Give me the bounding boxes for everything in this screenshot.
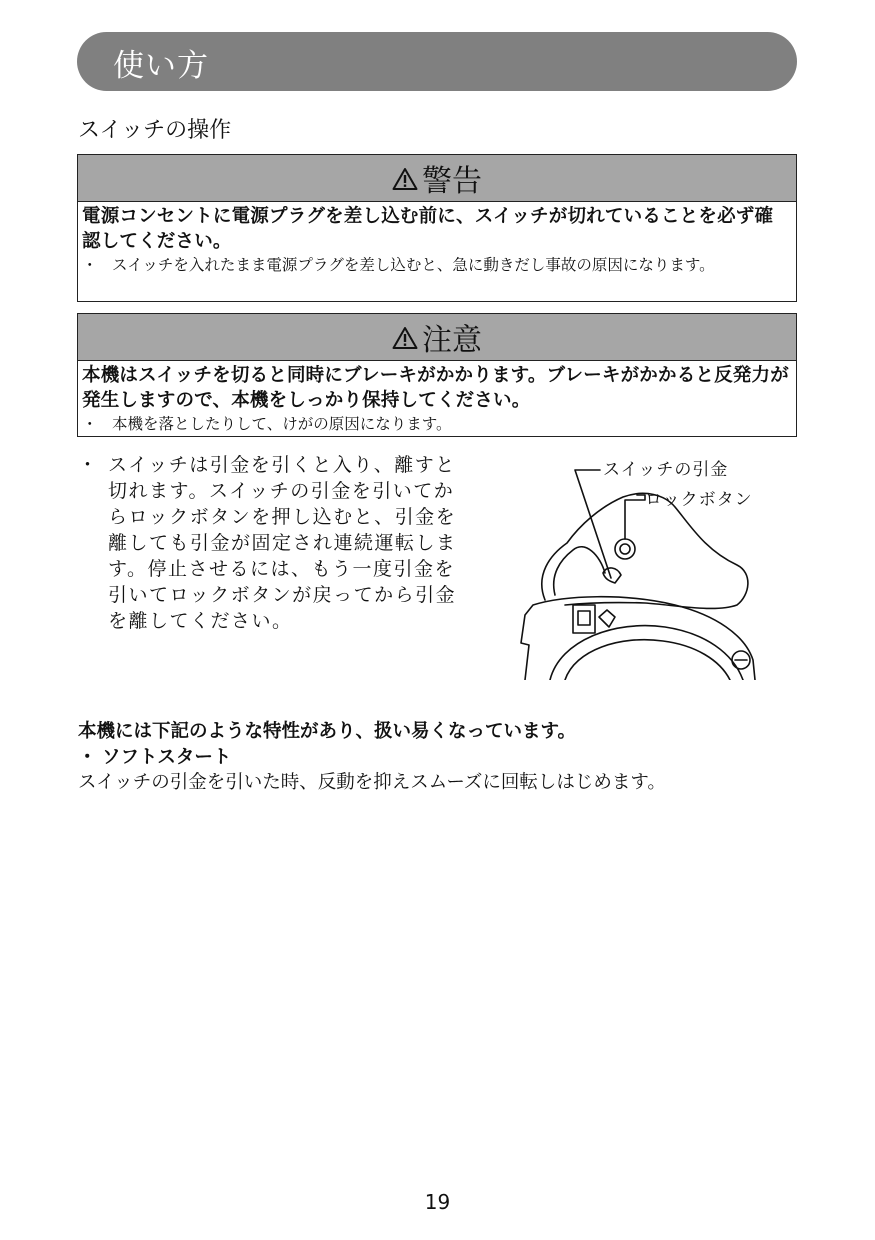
page-number: 19 xyxy=(424,1190,451,1214)
feature-name xyxy=(78,743,231,769)
caution-bullet-text: 本機を落としたりして、けがの原因になります。 xyxy=(112,415,452,433)
caution-main-text: 本機はスイッチを切ると同時にブレーキがかかります。ブレーキがかかると反発力が発生しますので、本機をしっかり保持してください。 xyxy=(82,365,789,411)
bullet-mark: ・ xyxy=(82,415,98,433)
warning-bullet xyxy=(78,254,796,280)
trigger xyxy=(603,568,621,583)
operation-paragraph xyxy=(78,452,468,634)
caution-bullet xyxy=(78,413,796,439)
switch-box xyxy=(573,605,595,633)
leader-trigger xyxy=(575,470,611,578)
warning-header xyxy=(78,155,796,202)
saw-blade-guard xyxy=(521,597,755,680)
warning-triangle-icon xyxy=(392,326,418,350)
bullet-mark: ・ xyxy=(78,747,97,768)
bullet-mark: ・ xyxy=(78,454,99,476)
leader-lock xyxy=(625,495,645,539)
saw-handle-grip xyxy=(554,547,605,595)
caution-header xyxy=(78,314,796,361)
page-title: 使い方 xyxy=(113,48,209,84)
operation-text: スイッチは引金を引くと入り、離すと切れます。スイッチの引金を引いてからロックボタンを押し込むと、引金を離しても引金が固定され連続運転します。停止させるには、もう一度引金を引いてロックボタンが戻ってから引金を離してください。 xyxy=(108,454,457,632)
warning-triangle-icon xyxy=(392,167,418,191)
warning-bullet-text: スイッチを入れたまま電源プラグを差し込むと、急に動きだし事故の原因になります。 xyxy=(112,256,715,274)
warning-box xyxy=(77,154,797,302)
caution-box xyxy=(77,313,797,437)
feature-name-text: ソフトスタート xyxy=(102,747,232,768)
saw-handle-illustration xyxy=(505,455,775,680)
label-lock-button: ロックボタン xyxy=(645,490,753,510)
feature-description: スイッチの引金を引いた時、反動を抑えスムーズに回転しはじめます。 xyxy=(78,772,666,793)
feature-intro: 本機には下記のような特性があり、扱い易くなっています。 xyxy=(78,721,577,742)
section-heading: スイッチの操作 xyxy=(78,118,232,143)
lock-button xyxy=(615,539,635,559)
bullet-mark: ・ xyxy=(82,256,98,274)
warning-title: 警告 xyxy=(422,164,482,199)
caution-title: 注意 xyxy=(422,323,482,358)
saw-blade-guard-inner-2 xyxy=(565,640,730,680)
title-bar xyxy=(77,32,797,91)
label-trigger: スイッチの引金 xyxy=(603,460,729,480)
warning-main-text: 電源コンセントに電源プラグを差し込む前に、スイッチが切れていることを必ず確認してください。 xyxy=(82,206,774,252)
